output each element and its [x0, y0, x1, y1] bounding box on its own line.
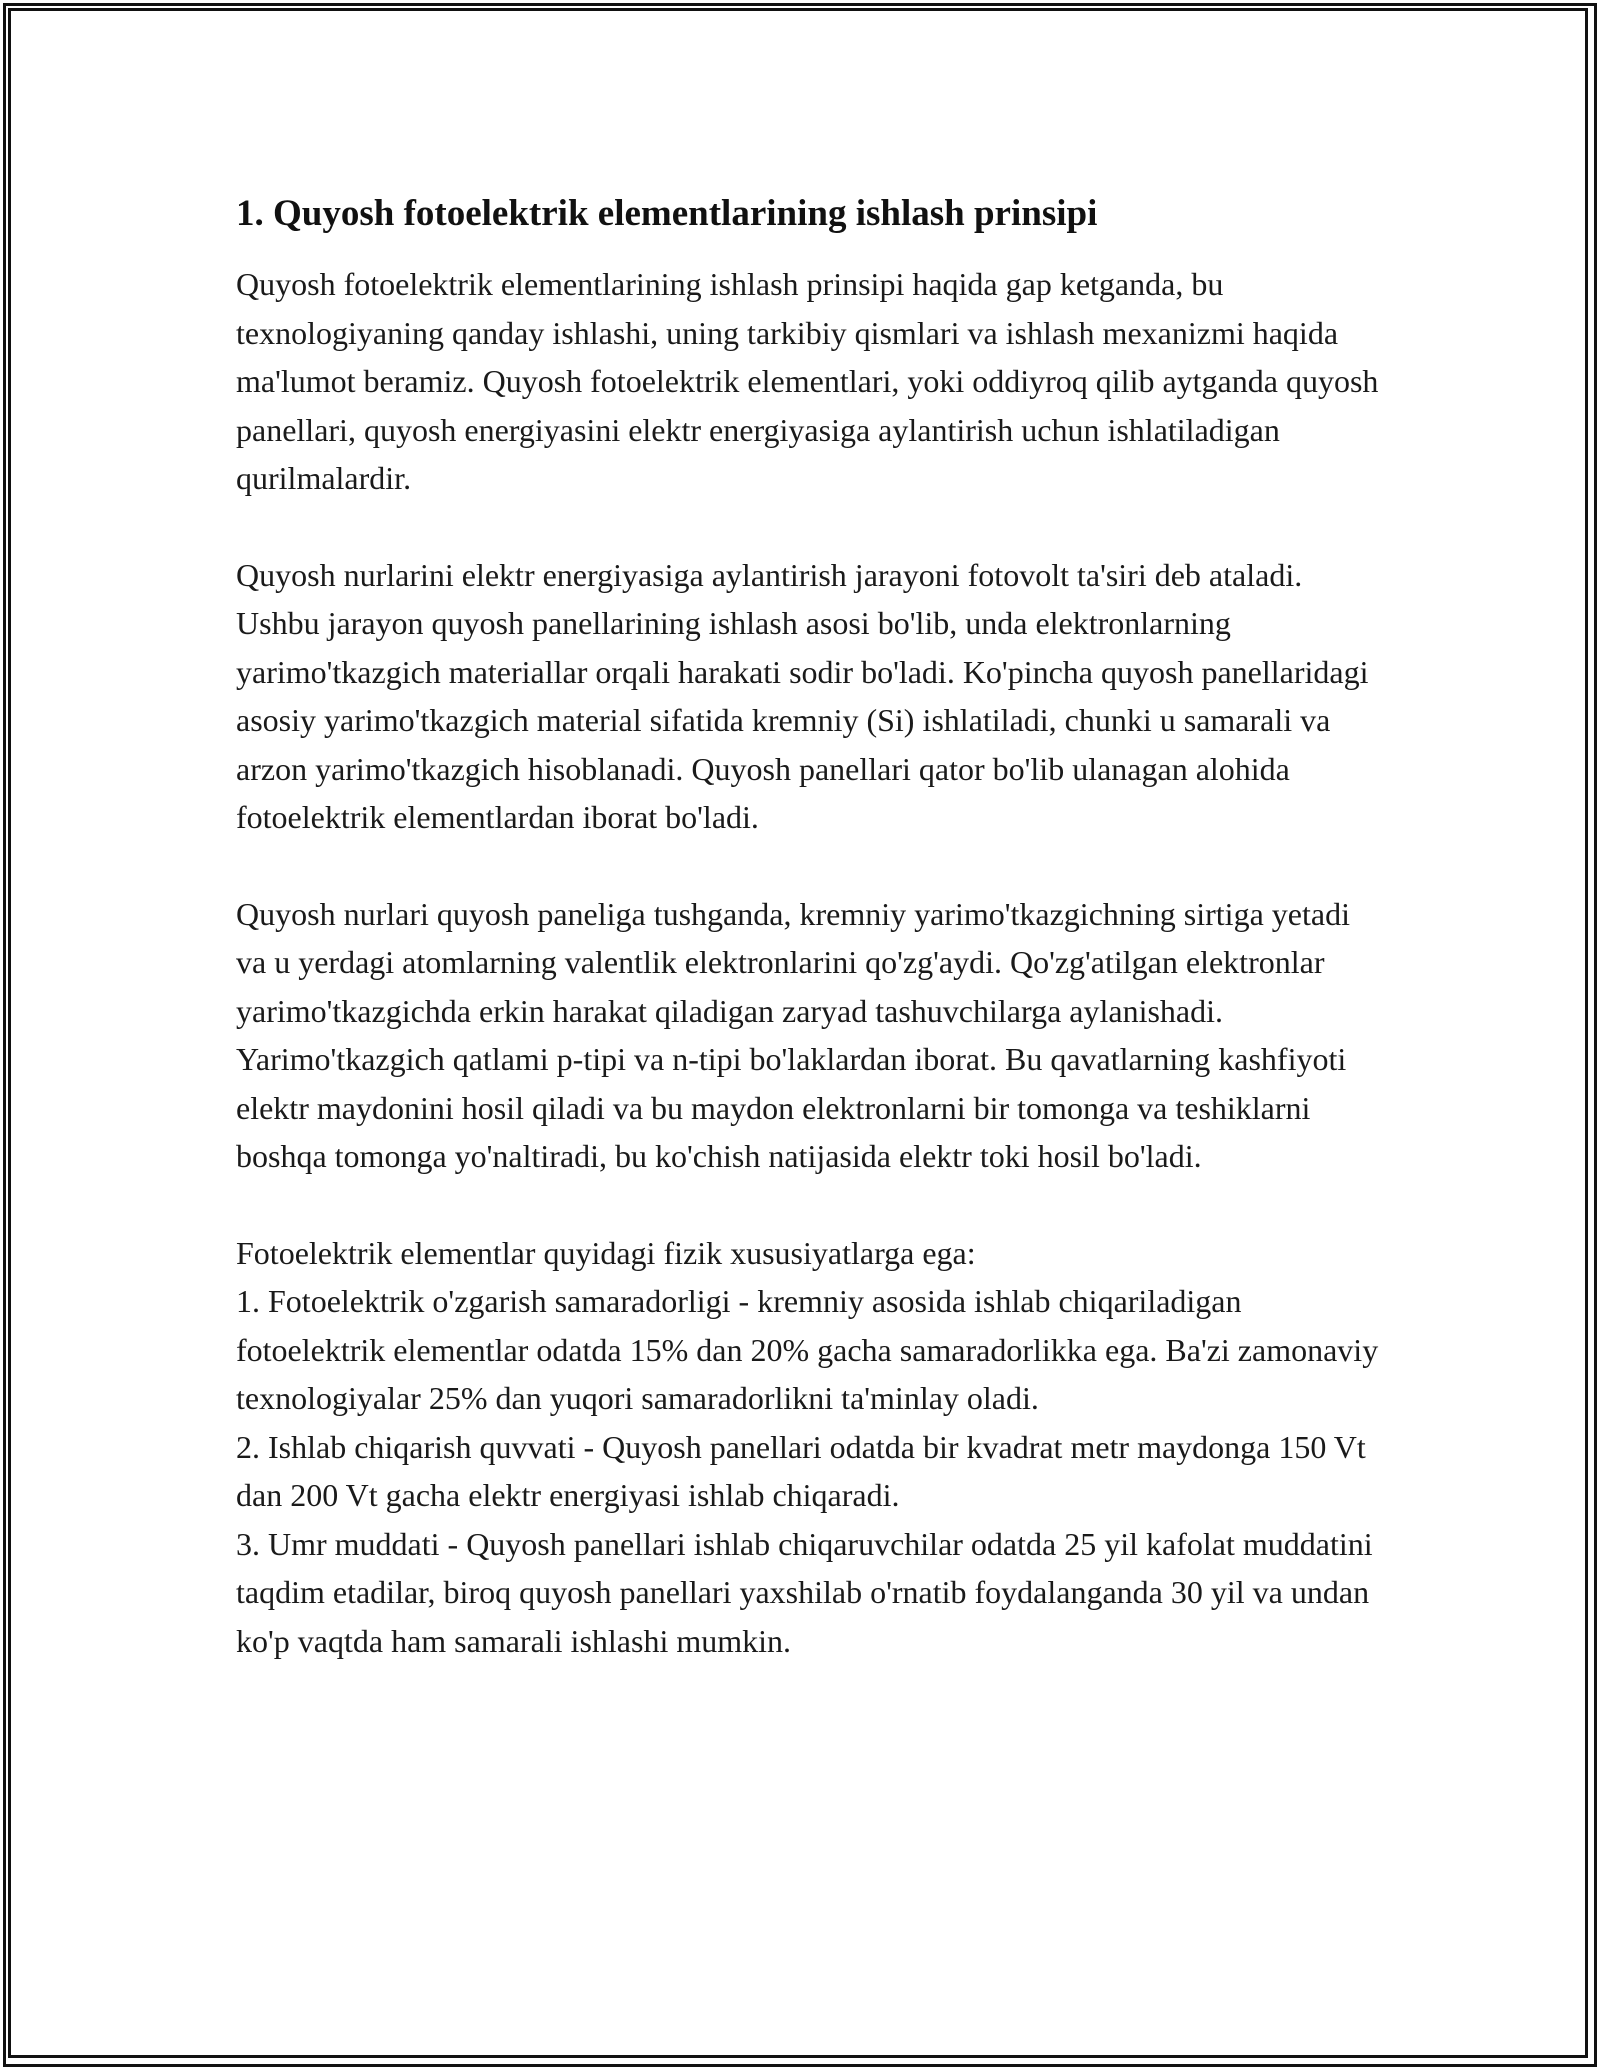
section-heading: 1. Quyosh fotoelektrik elementlarining ishlash prinsipi	[236, 193, 1098, 234]
paragraph-photovoltaic-effect: Quyosh nurlarini elektr energiyasiga aylantirish jarayoni fotovolt ta'siri deb ataladi. Ushbu jarayon quyosh panellarining ishlash asosi bo'lib, unda elektronlarning yarimo'tkazgich materiallar orqali harakati sodir bo'ladi. Ko'pincha quyosh panellaridagi asosiy yarimo'tkazgich material sifatida kremniy (Si) ishlatiladi, chunki u samarali va arzon yarimo'tkazgich hisoblanadi. Quyosh panellari qator bo'lib ulanagan alohida fotoelektrik elementlardan iborat bo'ladi.	[236, 556, 1369, 835]
paragraph-mechanism: Quyosh nurlari quyosh paneliga tushganda, kremniy yarimo'tkazgichning sirtiga yetadi va u yerdagi atomlarning valentlik elektronlarini qo'zg'aydi. Qo'zg'atilgan elektronlar yarimo'tkazgichda erkin harakat qiladigan zaryad tashuvchilarga aylanishadi. Yarimo'tkazgich qatlami p-tipi va n-tipi bo'laklardan iborat. Bu qavatlarning kashfiyoti elektr maydonini hosil qiladi va bu maydon elektronlarni bir tomonga va teshiklarni boshqa tomonga yo'naltiradi, bu ko'chish natijasida elektr toki hosil bo'ladi.	[236, 895, 1350, 1174]
list-intro: Fotoelektrik elementlar quyidagi fizik xususiyatlarga ega:	[236, 1234, 976, 1271]
document-body	[236, 188, 1386, 1665]
list-item-lifespan: 3. Umr muddati - Quyosh panellari ishlab chiqaruvchilar odatda 25 yil kafolat muddatini taqdim etadilar, biroq quyosh panellari yaxshilab o'rnatib foydalanganda 30 yil va undan ko'p vaqtda ham samarali ishlashi mumkin.	[236, 1525, 1373, 1659]
properties-list	[236, 1229, 1386, 1666]
paragraph-intro: Quyosh fotoelektrik elementlarining ishlash prinsipi haqida gap ketganda, bu texnologiyaning qanday ishlashi, uning tarkibiy qismlari va ishlash mexanizmi haqida ma'lumot beramiz. Quyosh fotoelektrik elementlari, yoki oddiyroq qilib aytganda quyosh panellari, quyosh energiyasini elektr energiyasiga aylantirish uchun ishlatiladigan qurilmalardir.	[236, 266, 1379, 496]
list-item-power: 2. Ishlab chiqarish quvvati - Quyosh panellari odatda bir kvadrat metr maydonga 150 Vt dan 200 Vt gacha elektr energiyasi ishlab chiqaradi.	[236, 1428, 1366, 1513]
list-item-efficiency: 1. Fotoelektrik o'zgarish samaradorligi - kremniy asosida ishlab chiqariladigan fotoelektrik elementlar odatda 15% dan 20% gacha samaradorlikka ega. Ba'zi zamonaviy texnologiyalar 25% dan yuqori samaradorlikni ta'minlay oladi.	[236, 1283, 1379, 1416]
